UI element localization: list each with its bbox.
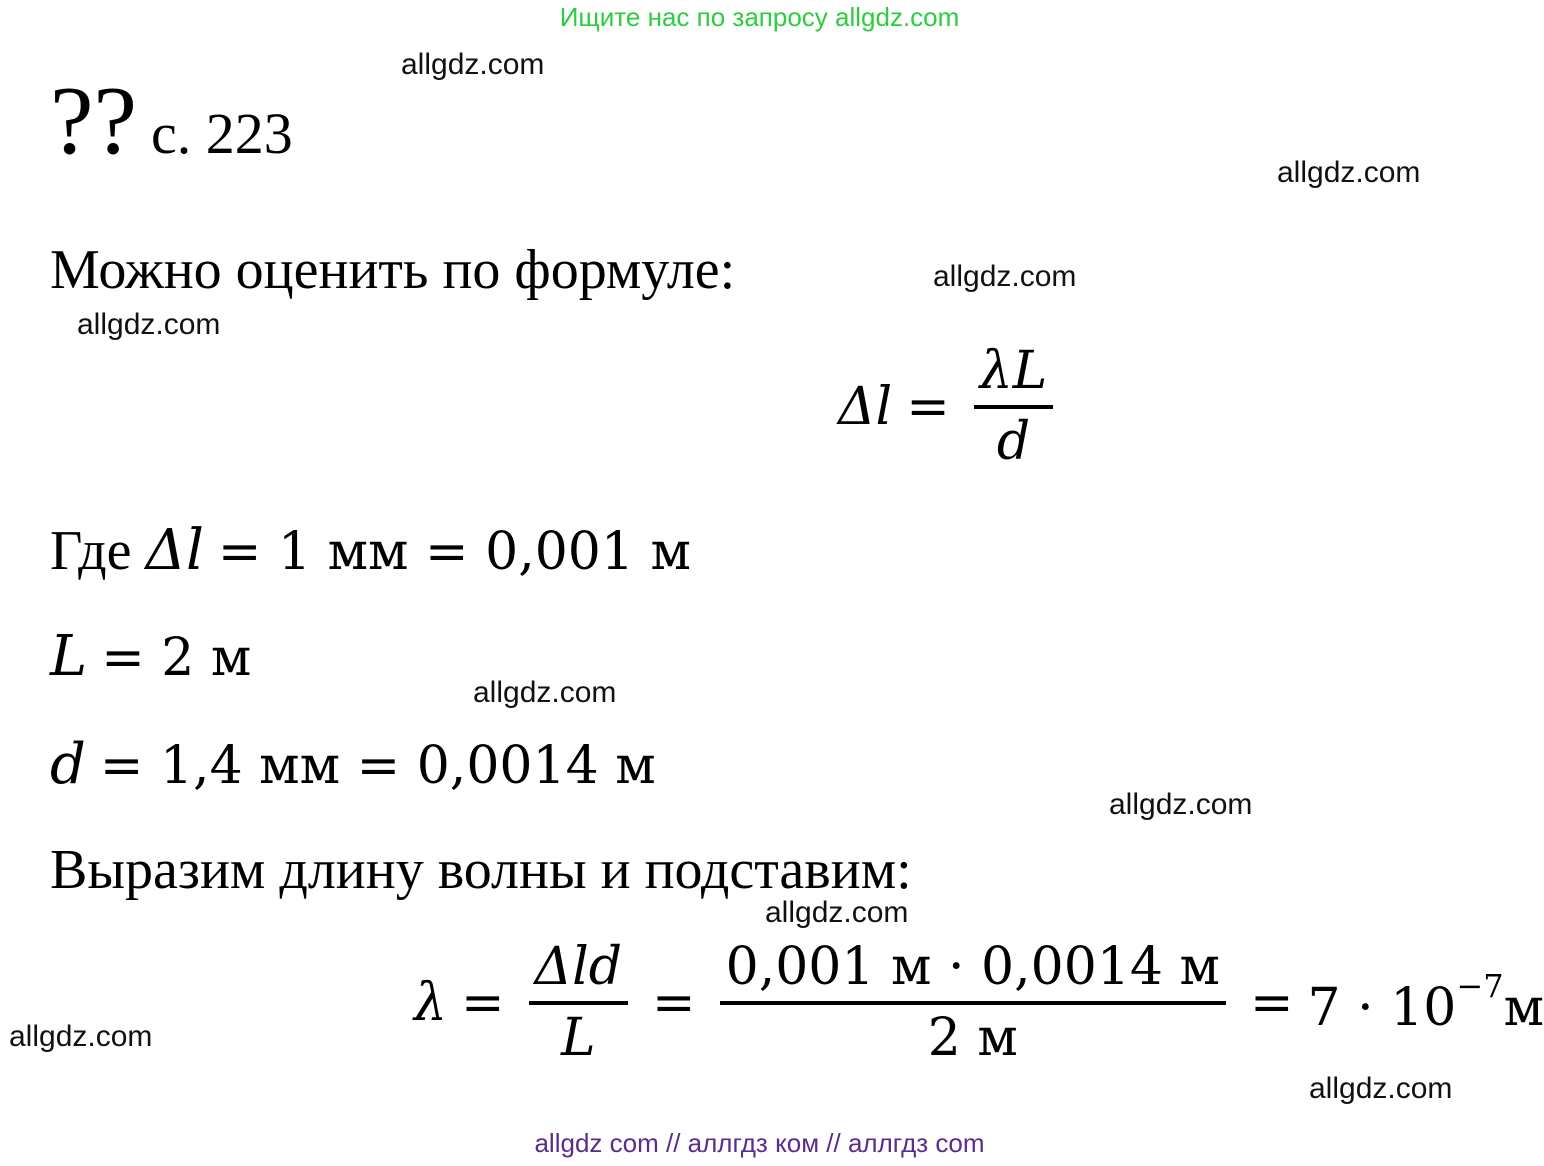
fraction-numerator: λL bbox=[974, 344, 1054, 409]
var-L: L bbox=[50, 624, 88, 689]
lambda-lhs: λ bbox=[414, 972, 447, 1033]
fraction-numeric bbox=[720, 937, 1226, 1068]
equals-sign: = bbox=[906, 376, 950, 437]
bottom-banner: allgdz com // аллгдз ком // аллгдз com bbox=[534, 1128, 985, 1158]
value-delta-l: = 1 мм = 0,001 м bbox=[217, 522, 691, 582]
fraction-denominator: L bbox=[561, 1007, 596, 1068]
fraction-denominator: 2 м bbox=[927, 1007, 1018, 1068]
formula-delta-l bbox=[838, 341, 1063, 472]
watermark: allgdz.com bbox=[1109, 788, 1253, 821]
watermark: allgdz.com bbox=[933, 260, 1077, 293]
result-unit: м bbox=[1503, 978, 1544, 1039]
watermark: allgdz.com bbox=[765, 896, 909, 929]
var-delta-l: Δl bbox=[145, 518, 204, 583]
result-value bbox=[1308, 967, 1544, 1038]
value-d: = 1,4 мм = 0,0014 м bbox=[99, 736, 656, 796]
equals-sign: = bbox=[1249, 972, 1294, 1033]
page-number: с. 223 bbox=[151, 101, 293, 166]
page-heading bbox=[50, 67, 293, 175]
solution-text: Выразим длину волны и подставим: bbox=[50, 839, 912, 901]
watermark: allgdz.com bbox=[401, 48, 545, 81]
formula-lhs: Δl bbox=[838, 376, 893, 437]
watermark: allgdz.com bbox=[1309, 1072, 1453, 1105]
where-label: Где bbox=[50, 520, 132, 582]
result-exponent: −7 bbox=[1456, 967, 1504, 1006]
watermark: allgdz.com bbox=[1277, 156, 1421, 189]
watermark: allgdz.com bbox=[9, 1020, 153, 1053]
heading-marks: ?? bbox=[50, 67, 137, 175]
watermark: allgdz.com bbox=[473, 676, 617, 709]
fraction-symbolic bbox=[529, 937, 628, 1068]
formula-lambda bbox=[414, 937, 1544, 1068]
result-base: 7 · 10 bbox=[1307, 978, 1457, 1039]
equals-sign: = bbox=[460, 972, 505, 1033]
fraction bbox=[974, 341, 1054, 472]
value-L: = 2 м bbox=[101, 628, 252, 688]
watermark: allgdz.com bbox=[77, 308, 221, 341]
given-delta-l bbox=[50, 518, 691, 583]
var-d: d bbox=[50, 732, 86, 797]
given-d bbox=[50, 732, 656, 797]
fraction-denominator: d bbox=[996, 411, 1031, 472]
intro-text: Можно оценить по формуле: bbox=[50, 239, 736, 301]
fraction-numerator: Δld bbox=[529, 940, 628, 1005]
given-L bbox=[50, 624, 251, 689]
fraction-numerator: 0,001 м · 0,0014 м bbox=[720, 940, 1226, 1005]
equals-sign: = bbox=[652, 972, 696, 1033]
top-banner: Ищите нас по запросу allgdz.com bbox=[559, 2, 960, 32]
